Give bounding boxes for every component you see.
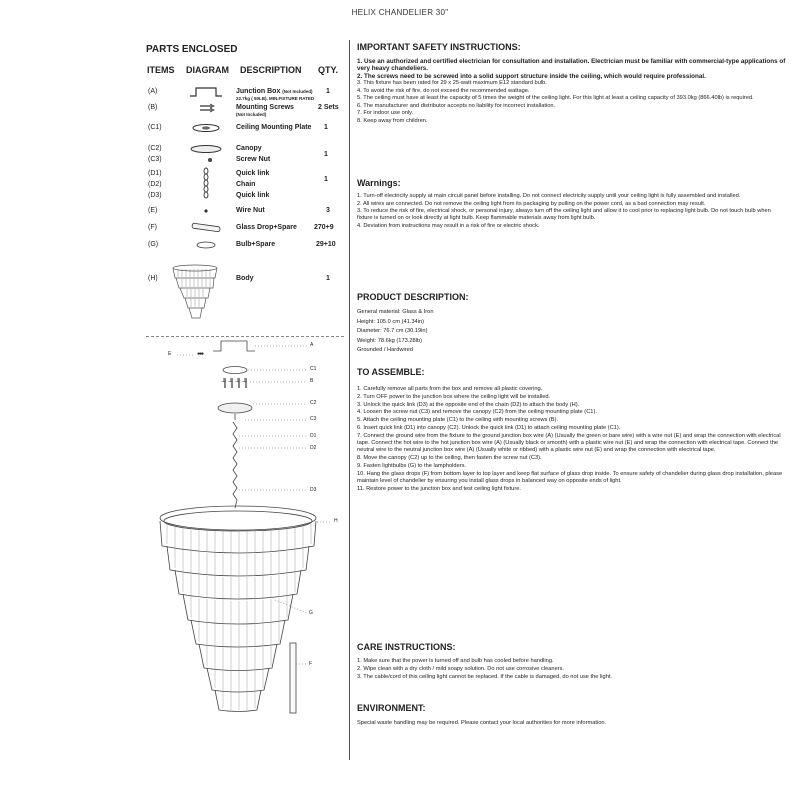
part-qty: 29+10 bbox=[316, 241, 336, 248]
care-title: CARE INSTRUCTIONS: bbox=[357, 642, 456, 652]
mounting-screws-icon bbox=[186, 102, 226, 114]
screw-nut-icon bbox=[186, 154, 226, 166]
part-desc: Bulb+Spare bbox=[236, 241, 276, 248]
part-item: (C2) bbox=[148, 145, 162, 152]
assemble-step: 1. Carefully remove all parts from the box and remove all plastic covering. bbox=[357, 386, 543, 392]
part-desc: Screw Nut bbox=[236, 156, 271, 163]
junction-box-icon bbox=[186, 86, 226, 98]
care-item: 3. The cable/cord of this ceiling light cannot be replaced. If the cable is damaged, do not use the light. bbox=[357, 674, 613, 680]
part-desc: Junction Box bbox=[236, 88, 281, 95]
part-qty: 1 bbox=[324, 151, 328, 158]
part-item: (E) bbox=[148, 207, 158, 214]
wire-nut-marks-icon: ●●● bbox=[197, 351, 204, 357]
warning-item: 4. Deviation from instructions may result in a risk of fire or electric shock. bbox=[357, 222, 540, 229]
assemble-step: 7. Connect the ground wire from the fixture to the ground junction box wire (A) (Usually the green or bare wire) with a wire nut (E) and wrap the connection with electrical tape. Connect the hot wire to the hot junction box wire (A) (Usually black or smooth) with a plastic wire nut (E) and wrap the connection with electrical tape. Connect the neutral wire to the neutral junction box wire (A) (Usually white or ribbed) with a plastic wire nut (E) and wrap the connection with electrical tape. bbox=[357, 432, 781, 454]
part-qty: 1 bbox=[326, 275, 330, 282]
assemble-step: 3. Unlock the quick link (D3) at the opposite end of the chain (D2) to attach the body (H). bbox=[357, 401, 580, 408]
product-spec-line: Grounded / Hardwired bbox=[357, 347, 413, 353]
part-note: (Not Included) bbox=[282, 89, 313, 94]
product-title: PRODUCT DESCRIPTION: bbox=[357, 292, 469, 302]
part-desc: Quick link bbox=[236, 192, 270, 199]
part-desc: Canopy bbox=[236, 145, 262, 152]
assemble-step: 8. Move the canopy (C2) up to the ceiling, then fasten the screw nut (C3). bbox=[357, 455, 542, 462]
part-item: (D1) bbox=[148, 170, 162, 177]
diagram-label-c3: C3 bbox=[310, 416, 317, 422]
bulb-icon bbox=[186, 239, 226, 251]
product-spec-line: Weight: 78.6kg (173.28lb) bbox=[357, 337, 423, 344]
diagram-label-d3: D3 bbox=[310, 487, 317, 493]
diagram-label-c2: C2 bbox=[310, 400, 317, 406]
col-diagram: DIAGRAM bbox=[186, 65, 229, 75]
part-qty: 2 Sets bbox=[318, 104, 339, 111]
assemble-step: 4. Loosen the screw nut (C3) and remove the canopy (C2) from the ceiling mounting plate (C1). bbox=[357, 409, 597, 416]
warning-item: 1. Turn-off electricity supply at main circuit panel before installing. Do not connect electricity supply until your ceiling light is fully assembled and installed. bbox=[357, 193, 741, 199]
part-qty: 270+9 bbox=[314, 224, 334, 231]
col-qty: QTY. bbox=[318, 65, 339, 75]
safety-item: 5. The ceiling must have at least the capacity of 5 times the weight of the ceiling light. For this light at least a ceiling capacity of 393.0kg (866.40lb) is required. bbox=[357, 95, 754, 101]
assemble-step: 5. Attach the ceiling mounting plate (C1) to the ceiling with mounting screws (B). bbox=[357, 417, 559, 424]
diagram-label-d1: D1 bbox=[310, 433, 317, 439]
safety-item: 3. This fixture has been rated for 29 x 25-watt maximum E12 standard bulb. bbox=[357, 80, 547, 86]
safety-item: 6. The manufacturer and distributor accepts no liability for incorrect installation. bbox=[357, 102, 556, 109]
mounting-plate-icon bbox=[186, 122, 226, 134]
product-specs bbox=[357, 308, 787, 356]
part-item: (D3) bbox=[148, 192, 162, 199]
parts-title: PARTS ENCLOSED bbox=[146, 44, 238, 55]
safety-item: 4. To avoid the risk of fire, do not exceed the recommended wattage. bbox=[357, 87, 530, 94]
chandelier-body-icon bbox=[170, 262, 220, 322]
part-sub: (Not Included) bbox=[236, 112, 267, 117]
care-list bbox=[357, 658, 787, 682]
warnings-list bbox=[357, 193, 787, 230]
product-spec-line: Height: 105.0 cm (41.34in) bbox=[357, 318, 425, 325]
diagram-label-g: G bbox=[309, 610, 313, 616]
assemble-list bbox=[357, 386, 787, 494]
part-desc: Wire Nut bbox=[236, 207, 265, 214]
screw-heads-icon: ⊥ ⊥ ⊥ ⊥ bbox=[221, 378, 247, 384]
product-spec-line: Diameter: 76.7 cm (30.19in) bbox=[357, 328, 428, 334]
safety-list bbox=[357, 58, 787, 125]
diagram-label-b: B bbox=[310, 378, 314, 384]
part-qty: 3 bbox=[326, 207, 330, 214]
wire-nut-icon bbox=[186, 205, 226, 217]
part-item: (B) bbox=[148, 104, 158, 111]
part-desc: Ceiling Mounting Plate bbox=[236, 124, 312, 131]
assemble-title: TO ASSEMBLE: bbox=[357, 367, 425, 377]
part-item: (G) bbox=[148, 241, 159, 248]
glass-drop-icon bbox=[186, 222, 226, 234]
part-item: (C1) bbox=[148, 124, 162, 131]
part-desc: Chain bbox=[236, 181, 256, 188]
diagram-label-h: H bbox=[334, 518, 338, 524]
safety-title: IMPORTANT SAFETY INSTRUCTIONS: bbox=[357, 42, 521, 52]
diagram-label-e: E bbox=[168, 351, 172, 357]
assemble-step: 2. Turn OFF power to the junction box where the ceiling light will be installed. bbox=[357, 393, 551, 400]
assemble-step: 11. Restore power to the junction box and test ceiling light fixture. bbox=[357, 485, 521, 492]
assemble-step: 9. Fasten lightbulbs (G) to the lampholders. bbox=[357, 462, 467, 469]
safety-item: 1. Use an authorized and certified electrician for consultation and installation. Electrician must be familiar with commercial-type applications of very heavy chandeliers. bbox=[357, 58, 786, 72]
environment-text: Special waste handling may be required. Please contact your local authorities for more information. bbox=[357, 720, 607, 726]
environment-title: ENVIRONMENT: bbox=[357, 703, 426, 713]
part-desc: Glass Drop+Spare bbox=[236, 224, 297, 231]
part-item: (A) bbox=[148, 88, 158, 95]
warning-item: 3. To reduce the risk of fire, electrical shock, or personal injury, always turn off the ceiling light and allow it to cool prior to replacing light bulb. Do not touch bulb when fixture is turned on or look directly at light bulb. Keep flammable materials away from light bulb. bbox=[357, 208, 771, 221]
part-desc: Mounting Screws bbox=[236, 104, 294, 111]
chain-icon bbox=[186, 167, 226, 203]
safety-item: 7. For indoor use only. bbox=[357, 110, 414, 116]
diagram-label-d2: D2 bbox=[310, 445, 317, 451]
part-item: (C3) bbox=[148, 156, 162, 163]
care-item: 2. Wipe clean with a dry cloth / mild soapy solution. Do not use corrosive cleaners. bbox=[357, 666, 565, 672]
part-sub: 22.7kg ( 50LB). MIN.FIXTURE RATED bbox=[236, 96, 315, 101]
safety-item: 8. Keep away from children. bbox=[357, 117, 428, 124]
assembly-diagram bbox=[155, 338, 350, 758]
warnings-title: Warnings: bbox=[357, 178, 401, 188]
col-items: ITEMS bbox=[147, 65, 175, 75]
warning-item: 2. All wires are connected. Do not remove the ceiling light from its packaging by pulling on the power cord, as a bad connection may result. bbox=[357, 200, 706, 207]
care-item: 1. Make sure that the power is turned off and bulb has cooled before handling. bbox=[357, 658, 554, 664]
part-qty: 1 bbox=[324, 176, 328, 183]
diagram-label-f: F bbox=[309, 661, 313, 667]
assemble-step: 10. Hang the glass drops (F) from bottom layer to top layer and keep flat surface of glass drop inside. To ensure safety of chandelier during glass drop installation, please maintain level of chandelier by ensuring you install glass drops in balanced way on opposite ends of light. bbox=[357, 470, 783, 485]
diagram-label-a: A bbox=[310, 342, 314, 348]
col-description: DESCRIPTION bbox=[240, 65, 302, 75]
safety-item: 2. The screws need to be screwed into a solid support structure inside the ceiling, which would require professional. bbox=[357, 72, 706, 80]
part-qty: 1 bbox=[326, 88, 330, 95]
part-item: (F) bbox=[148, 224, 157, 231]
assemble-step: 6. Insert quick link (D1) into canopy (C2). Unlock the quick link (D1) to attach ceiling mounting plate (C1). bbox=[357, 424, 621, 431]
part-desc: Quick link bbox=[236, 170, 270, 177]
part-item: (D2) bbox=[148, 181, 162, 188]
diagram-label-c1: C1 bbox=[310, 366, 317, 372]
part-item: (H) bbox=[148, 275, 158, 282]
product-spec-line: General material: Glass & Iron bbox=[357, 309, 434, 315]
document-title: HELIX CHANDELIER 30" bbox=[351, 8, 449, 17]
part-qty: 1 bbox=[324, 124, 328, 131]
section-divider bbox=[146, 336, 344, 337]
part-desc: Body bbox=[236, 275, 254, 282]
